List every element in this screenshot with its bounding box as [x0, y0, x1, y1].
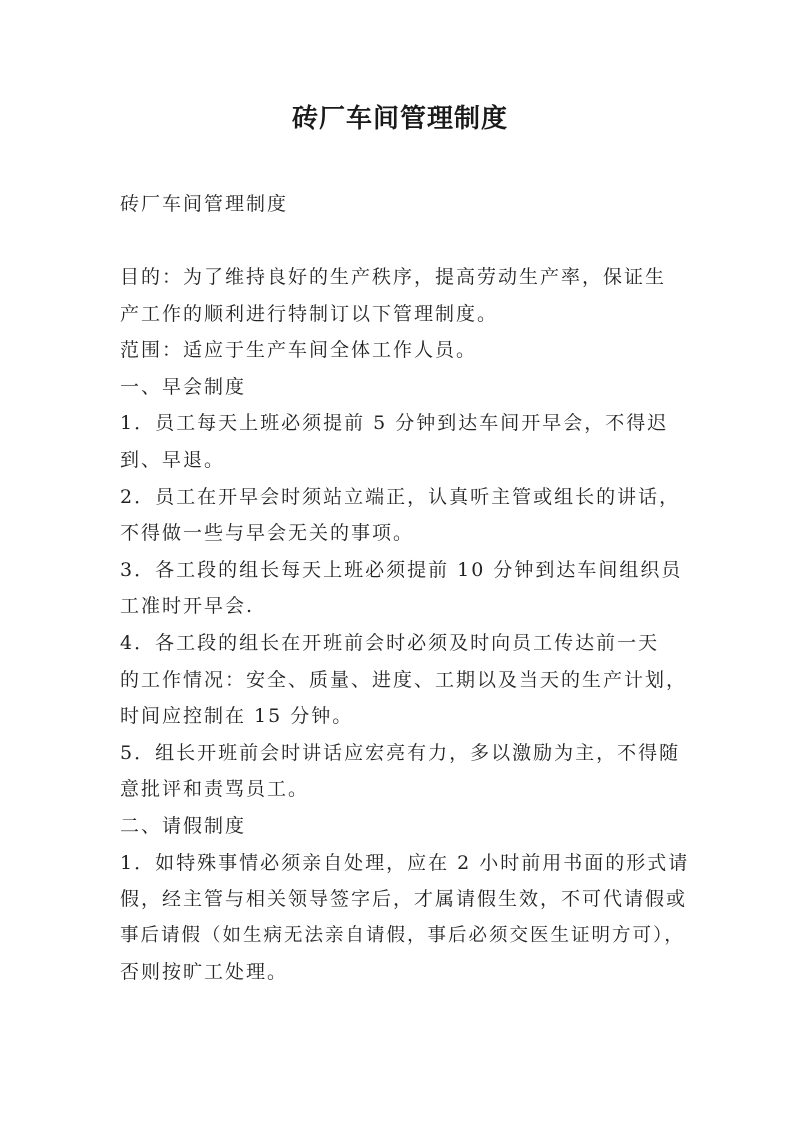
body-line: 意批评和责骂员工。	[120, 778, 310, 801]
body-line: 二、请假制度	[120, 814, 247, 837]
body-line: 目的：为了维持良好的生产秩序，提高劳动生产率，保证生	[120, 266, 667, 288]
body-line: 时间应控制在 15 分钟。	[120, 705, 354, 728]
body-line: 工准时开早会.	[120, 595, 255, 618]
body-line: 5．组长开班前会时讲话应宏亮有力，多以激励为主，不得随	[120, 741, 681, 764]
body-line: 1．员工每天上班必须提前 5 分钟到达车间开早会，不得迟	[120, 412, 669, 435]
body-line: 4．各工段的组长在开班前会时必须及时向员工传达前一天	[120, 631, 660, 654]
body-line: 1．如特殊事情必须亲自处理，应在 2 小时前用书面的形式请	[120, 851, 690, 874]
body-line: 不得做一些与早会无关的事项。	[120, 522, 415, 545]
document-body	[120, 259, 690, 991]
document-subtitle: 砖厂车间管理制度	[120, 193, 289, 215]
body-line: 范围：适应于生产车间全体工作人员。	[120, 339, 478, 362]
body-line: 3．各工段的组长每天上班必须提前 10 分钟到达车间组织员	[120, 558, 683, 581]
body-line: 假，经主管与相关领导签字后，才属请假生效，不可代请假或	[120, 888, 688, 911]
body-line: 一、早会制度	[120, 375, 247, 398]
document-title: 砖厂车间管理制度	[291, 104, 508, 134]
body-line: 的工作情况：安全、质量、进度、工期以及当天的生产计划，	[120, 668, 688, 691]
body-line: 事后请假（如生病无法亲自请假，事后必须交医生证明方可），	[120, 924, 685, 946]
body-line: 到、早退。	[120, 448, 226, 471]
body-line: 2．员工在开早会时须站立端正，认真听主管或组长的讲话，	[120, 485, 681, 508]
body-line: 产工作的顺利进行特制订以下管理制度。	[120, 302, 499, 325]
body-line: 否则按旷工处理。	[120, 961, 289, 984]
